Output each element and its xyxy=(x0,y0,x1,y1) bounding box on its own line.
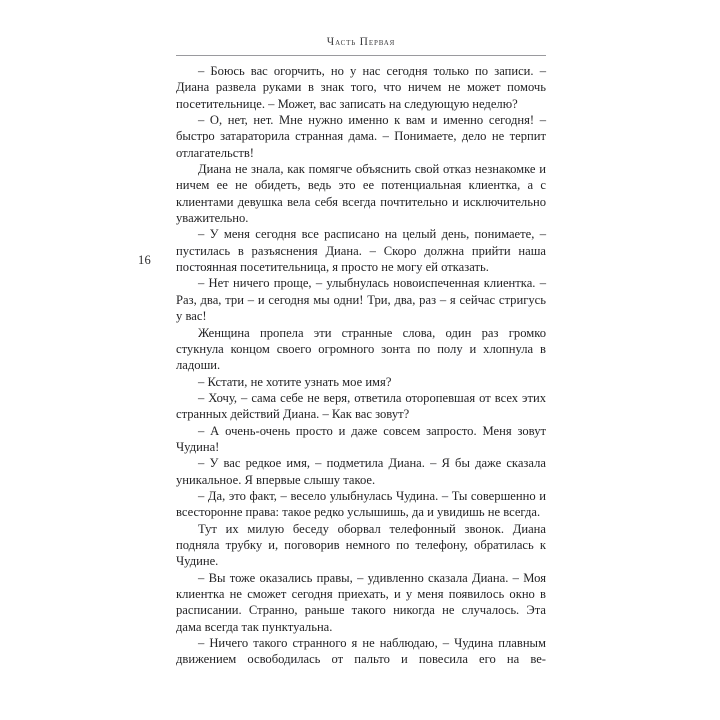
paragraph: – О, нет, нет. Мне нужно именно к вам и именно сегодня! – быстро затараторила странная дама. – Понимаете, дело не терпит отлагательств! xyxy=(176,113,546,160)
paragraph: – Вы тоже оказались правы, – удивленно сказала Диана. – Моя клиентка не сможет сегодня приехать, и у меня появилось окно в расписании. Странно, раньше такого никогда не случалось. Эта дама всегда так пунктуальна. xyxy=(176,570,546,634)
body-text-column xyxy=(176,63,546,668)
paragraph: – Ничего такого странного я не наблюдаю, – Чудина плавным движением освободилась от пальто и повесила его на ве- xyxy=(176,636,546,667)
paragraph: – Да, это факт, – весело улыбнулась Чудина. – Ты совершенно и всесторонне права: такое редко услышишь, да и увидишь не всегда. xyxy=(176,488,546,520)
paragraph: – А очень-очень просто и даже совсем запросто. Меня зовут Чудина! xyxy=(176,423,546,454)
paragraph: – Боюсь вас огорчить, но у нас сегодня только по записи. – Диана развела руками в знак того, что ничем не может помочь посетительнице. – Может, вас записать на следующую неделю? xyxy=(176,64,546,111)
running-head-rest: ервая xyxy=(368,38,396,48)
paragraph: – Хочу, – сама себе не веря, ответила оторопевшая от всех этих странных действий Диана. – Как вас зовут? xyxy=(176,390,546,422)
paragraph: – Нет ничего проще, – улыбнулась новоиспеченная клиентка. – Раз, два, три – и сегодня мы одни! Три, два, раз – я сейчас стригусь у вас! xyxy=(176,276,546,324)
header-rule xyxy=(176,55,546,56)
paragraph: – У меня сегодня все расписано на целый день, понимаете, – пустилась в разъяснения Диана. – Скоро должна прийти наша постоянная посетительница, я просто не могу ей отказать. xyxy=(176,227,546,275)
running-head-initial: П xyxy=(359,36,369,48)
running-head-rest: асть xyxy=(335,38,357,48)
paragraph: Женщина пропела эти странные слова, один раз громко стукнула концом своего огромного зонта по полу и хлопнула в ладоши. xyxy=(176,325,546,373)
paragraph: Тут их милую беседу оборвал телефонный звонок. Диана подняла трубку и, поговорив немного по телефону, обратилась к Чудине. xyxy=(176,521,546,569)
paragraph: – У вас редкое имя, – подметила Диана. – Я бы даже сказала уникальное. Я впервые слышу такое. xyxy=(176,456,546,487)
running-head-initial: Ч xyxy=(326,36,336,48)
page-number: 16 xyxy=(138,253,152,267)
paragraph: Диана не знала, как помягче объяснить свой отказ незнакомке и ничем ее не обидеть, ведь это ее потенциальная клиентка, а с клиентами девушка вела себя всегда почтительно и исключительно уважительно. xyxy=(176,162,546,226)
running-head xyxy=(176,36,546,48)
paragraph: – Кстати, не хотите узнать мое имя? xyxy=(198,374,392,389)
